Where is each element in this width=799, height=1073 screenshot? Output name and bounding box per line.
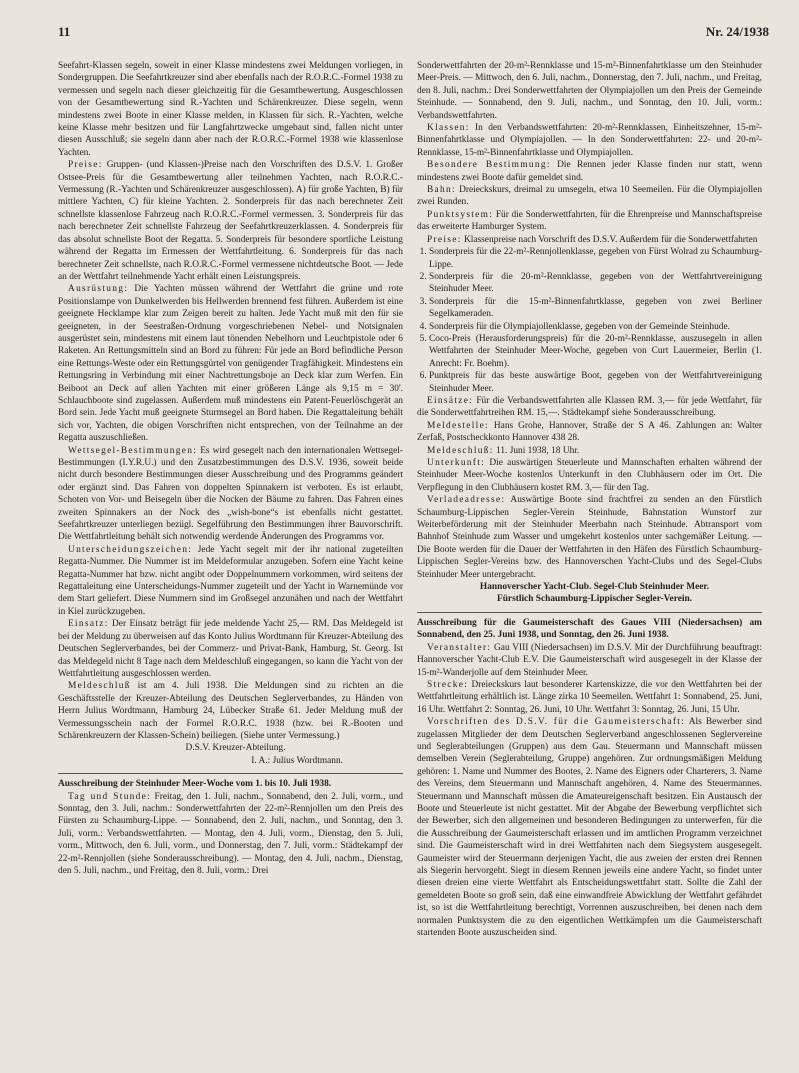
section-text: Auswärtige Boote sind frachtfrei zu senden an den Fürstlich Schaumburg-Lippischen Segler-Verein Steinhude, Bahnstation Wunstorf zur Weiterbeförderung mit der Steinhuder Meerbahn nach Steinhude. Abtransport vom Bahnhof Steinhude zum Wasser und umgekehrt kostenlos unter sachgemäßer Leitung. — Die Boote werden für die Dauer der Wettfahrten in den Häfen des Fürstlich Schaumburg-Lippischen Segler-Vereins bzw. des Hannoverschen Yacht-Clubs und des Segel-Clubs Steinhuder Meer untergebracht. (417, 495, 762, 580)
paragraph-strecke (417, 679, 762, 716)
section-text: In den Verbandswettfahrten: 20-m²-Rennklassen, Einheitszehner, 15-m²-Binnenfahrtklasse und Olympiajollen. — In den Sonderwettfahrten: 22- und 20-m²-Rennklasse, 15-m²-Binnenfahrtklasse und Olympiajollen. (417, 123, 763, 158)
section-label: Strecke: (427, 679, 469, 690)
paragraph: Sonderwettfahrten der 20-m²-Rennklasse und 15-m²-Binnenfahrtklasse um den Steinhuder Meer-Preis. — Mittwoch, den 6. Juli, nachm., Donnerstag, den 7. Juli, nachm., und Freitag, den 8. Juli, nachm.: Drei Sonderwettfahrten der Olympiajollen um den Preis der Gemeinde Steinhude. — Sonnabend, den 9. Juli, nachm., und Sonntag, den 10. Juli, vorm.: Verbandswettfahrten. (417, 61, 762, 121)
section-label: Einsätze: (427, 395, 474, 406)
list-item: 5. Coco-Preis (Herausforderungspreis) für die 20-m²-Rennklasse, auszusegeln in allen Wettfahrten der Steinhuder Meer-Woche, gegeben von Curt Lauermeier, Berlin (1. Anrecht: Fr. Boehm). (429, 333, 762, 370)
paragraph-punkt (417, 209, 762, 234)
section-label: Tag und Stunde: (68, 791, 152, 802)
section-text: Die Yachten müssen während der Wettfahrt die grüne und rote Positionslampe von Dunkelwerden bis Hellwerden brennend fest führen. Außerdem ist eine geeignete Hecklampe klar zum Zeigen bereit zu halten. Jede Yacht muß mit den für sie geeigneten, in der Seestraßen-Ordnung vorgeschriebenen Nebel- und Notsignalen ausgerüstet sein, mindestens mit einem laut tönenden Nebelhorn und Leuchtpistole oder 6 Raketen. An Rettungsmitteln sind an Bord zu führen: Für jede an Bord befindliche Person eine Rettungs-Weste oder ein Rettungsgürtel von genügender Tragfähigkeit. Mindestens ein Rettungsring in Verbindung mit einer Nachtrettungsboje an Deck klar zum Werfen. Ein Beiboot an Deck auf allen Yachten mit einer größeren Länge als 9,15 m = 30'. Schlauchboote sind zugelassen. Außerdem muß mindestens ein Patent-Feuerlöschgerät an Bord sein. Jede Yacht muß geeignete Sturmsegel an Bord haben. Die Regattaleitung behält sich vor, Yachten, die obigen Vorschriften nicht entsprechen, von der Teilnahme an der Regatta auszuschließen. (58, 284, 403, 444)
section-label: Ausrüstung: (68, 284, 129, 295)
paragraph-veranstalter (417, 642, 762, 679)
section-label: Klassen: (427, 123, 470, 134)
section-title: Ausschreibung für die Gaumeisterschaft des Gaues VIII (Niedersachsen) am Sonnabend, den 25. Juni 1938, und Sonntag, den 26. Juni 1938. (417, 617, 762, 641)
paragraph-klassen (417, 122, 762, 159)
paragraph-einsatz (58, 618, 403, 680)
paragraph-unterkunft (417, 457, 762, 494)
paragraph-meldeschluss (58, 680, 403, 742)
section-text: Der Einsatz beträgt für jede meldende Yacht 25,— RM. Das Meldegeld ist bei der Meldung zu überweisen auf das Konto Julius Wordtmann für Kreuzer-Abteilung des Deutschen Seglerverbandes, bei der Commerz- und Privat-Bank, Hamburg, St. Georg. Ist das Meldegeld nicht 8 Tage nach dem Meldeschluß eingegangen, so kann die Yacht von der Wettfahrtleitung ausgeschlossen werden. (58, 619, 403, 679)
section-text: ist am 4. Juli 1938. Die Meldungen sind zu richten an die Geschäftsstelle der Kreuzer-Abteilung des Deutschen Seglerverbandes, zu Händen von Herrn Julius Wordtmann, Hamburg 24, Lübecker Straße 61. Jeder Meldung muß der Vermessungsschein nach der Formel R.O.R.C. 1938 (bzw. bei R.-Booten und Schärenkreuzern der Klassen-Schein) beiliegen. (Siehe unter Vermessung.) (58, 681, 403, 741)
list-item: 3. Sonderpreis für die 15-m²-Binnenfahrtklasse, gegeben von zwei Berliner Segelkameraden. (429, 296, 762, 321)
section-label: Unterkunft: (427, 458, 486, 468)
list-item: 1. Sonderpreis für die 22-m²-Rennjollenklasse, gegeben von Fürst Wolrad zu Schaumburg-Lippe. (429, 246, 762, 271)
section-title: Ausschreibung der Steinhuder Meer-Woche vom 1. bis 10. Juli 1938. (58, 779, 332, 790)
section-text: Gau VIII (Niedersachsen) im D.S.V. Mit der Durchführung beauftragt: Hannoverscher Yacht-Club E.V. Die Gaumeisterschaft wird ausgesegelt in der Klasse der 15-m²-Wanderjolle auf dem Steinhuder Meer. (417, 642, 762, 678)
list-item: 6. Punktpreis für das beste auswärtige Boot, gegeben von der Wettfahrtvereinigung Steinhuder Meer. (429, 370, 762, 395)
section-label: Besondere Bestimmung: (427, 160, 551, 171)
paragraph-verlade (417, 494, 762, 581)
list-item: 4. Sonderpreis für die Olympiajollenklasse, gegeben von der Gemeinde Steinhude. (429, 321, 762, 333)
section-label: Punktsystem: (427, 209, 494, 220)
section-text: Die auswärtigen Steuerleute und Mannschaften erhalten während der Steinhuder Meer-Woche kostenlos Unterkunft in den Clubhäusern oder im Ort. Die Verpflegung in den Clubhäusern kostet RM. 3,— für den Tag. (417, 458, 763, 493)
section-text: Als Bewerber sind zugelassen Mitglieder der dem Deutschen Seglerverband angeschlossenen Seglervereine und Seglerabteilungen (Gruppen) aus dem Gau. Steuermann und Mannschaft müssen demselben Verein (Seglerabteilung, Gruppe) angehören. Zur ordnungsmäßigen Meldung gehören: 1. Name und Nummer des Bootes, 2. Name des Eigners oder Charterers, 3. Name des Vereins, dem Steuermann und Mannschaft angehören, 4. Name des Steuermannes. Steuermann und Mannschaft müssen die Amateureigenschaft besitzen. Ein Austausch der Boote und Steuerleute ist nicht gestattet. Mit der Abgabe der Bewerbung verpflichtet sich der Bewerber, sich den allgemeinen und besonderen Bedingungen zu unterwerfen, für die die Ausschreibung der Gaumeisterschaft erlassen und im amtlichen Programm verzeichnet sind. Die Gaumeisterschaft wird in drei Wettfahrten nach dem Siegsystem ausgesegelt. Gaumeister wird der Steuermann derjenigen Yacht, die aus zweien der ersten drei Rennen als Siegerin hervorgeht. Siegt in diesem Rennen jeweils eine andere Yacht, so findet unter diesen dreien eine vierte Wettfahrt als Entscheidungswettfahrt statt. Sollte die Zahl der gemeldeten Boote so groß sein, daß eine einwandfreie Abwicklung der Wettfahrt gefährdet ist, so ist die Wettfahrtleitung berechtigt, Vorrennen auszuschreiben, bei denen nach dem normalen Punktsystem die zu den eigentlichen Wettkämpfen um die Gaumeisterschaft startenden Boote auszuscheiden sind. (417, 717, 762, 939)
section-label: Verladeadresse: (427, 495, 506, 506)
paragraph: Seefahrt-Klassen segeln, soweit in einer Klasse mindestens zwei Meldungen vorliegen, in Sondergruppen. Die Seefahrtkreuzer sind aber ebenfalls nach der R.O.R.C.-Formel 1938 zu vermessen und segeln nach dieser gleichzeitig für die Gesamtbewertung. Ausgeschlossen von der Gesamtbewertung sind R.-Yachten und Schärenkreuzer. Diese segeln, wenn mindestens zwei Boote in einer Klasse melden, in Klassen für sich. R.-Yachten, welche keine Klasse mehr besitzen und für Langfahrtzwecke umgebaut sind, fallen nicht unter diesen Ausschluß; sie segeln dann aber nach der R.O.R.C.-Formel 1938 wie klassenlose Yachten. (58, 61, 403, 158)
paragraph-bahn (417, 184, 762, 209)
section-label: Unterscheidungszeichen: (68, 544, 193, 555)
section-label: Meldeschluß: (427, 445, 494, 456)
signature-org: D.S.V. Kreuzer-Abteilung. (185, 743, 286, 754)
left-column (58, 60, 403, 939)
section-text: Gruppen- (und Klassen-)Preise nach den Vorschriften des D.S.V. 1. Großer Ostsee-Preis für die Gesamtbewertung aller teilnehmen Yachten, nach R.O.R.C.-Vermessung (R.-Yachten und Schärenkreuzer ausgeschlossen). A) für große Yachten, B) für mittlere Yachten, C) für kleine Yachten. 2. Sonderpreis für das nach berechneter Zeit schnellste klassenlose Fahrzeug nach R.O.R.C.-Formel vermessen. 3. Sonderpreis für das nach berechneter Zeit schnellste Fahrzeug der Seefahrtkreuzerklassen. 4. Sonderpreis für das absolut schnellste Boot der Regatta. 5. Sonderpreis für besondere sportliche Leistung während der Regatta im Ermessen der Wettfahrtleitung. 6. Sonderpreis für das nach berechneter Zeit schnellste, nach R.O.R.C.-Formel vermessene nichtdeutsche Boot. — Jede an der Wettfahrt teilnehmende Yacht erhält einen Leistungspreis. (58, 160, 403, 282)
section-label: Meldestelle: (427, 420, 489, 431)
right-column (417, 60, 762, 939)
page-number: 11 (58, 24, 71, 39)
section-text: Für die Verbandswettfahrten alle Klassen RM. 3,— für jede Wettfahrt, für die Sonderwettfahrtreihen RM. 15,—. Städtekampf siehe Sonderausschreibung. (417, 395, 763, 419)
divider (58, 773, 403, 774)
section-text: 11. Juni 1938, 18 Uhr. (495, 445, 580, 456)
columns (58, 60, 769, 939)
prize-list (417, 246, 762, 395)
issue-number: Nr. 24/1938 (705, 24, 769, 39)
paragraph-preise (417, 234, 762, 246)
section-label: Bahn: (427, 185, 456, 196)
paragraph-preise (58, 159, 403, 283)
paragraph-unterscheidung (58, 544, 403, 618)
section-label: Preise: (68, 160, 103, 171)
section-text: Dreieckskurs, dreimal zu umsegeln, etwa 10 Seemeilen. Für die Olympiajollen zwei Runden. (417, 185, 763, 208)
paragraph-meldeschluss (417, 445, 762, 457)
paragraph-ausruestung (58, 283, 403, 444)
section-label: Vorschriften des D.S.V. für die Gaumeisterschaft: (427, 717, 686, 728)
section-label: Einsatz: (68, 619, 109, 630)
list-item: 2. Sonderpreis für die 20-m²-Rennklasse, gegeben von der Wettfahrtvereinigung Steinhuder Meer. (429, 271, 762, 296)
section-label: Preise: (427, 234, 462, 245)
section-text: Klassenpreise nach Vorschrift des D.S.V. Außerdem für die Sonderwettfahrten (463, 234, 758, 245)
paragraph-einsaetze (417, 395, 762, 420)
section-label: Veranstalter: (427, 642, 492, 653)
section-text: Dreieckskurs laut besonderer Kartenskizze, die vor den Wettfahrten bei der Wettfahrtleitung erhältlich ist. Länge zirka 10 Seemeilen. Wettfahrt 1: Sonnabend, 25. Juni, 16 Uhr. Wettfahrt 2: Sonntag, 26. Juni, 10 Uhr. Wettfahrt 3: Sonntag, 26. Juni, 15 Uhr. (417, 679, 762, 715)
page-header (58, 24, 769, 46)
paragraph-besondere (417, 159, 762, 184)
signature-name: I. A.: Julius Wordtmann. (251, 755, 343, 766)
club-signature: Fürstlich Schaumburg-Lippischer Segler-Verein. (496, 594, 693, 605)
section-text: Jede Yacht segelt mit der ihr national zugeteilten Regatta-Nummer. Die Nummer ist im Meldeformular anzugeben. Sofern eine Yacht keine Regatta-Nummer hat bzw. nicht angibt oder Doppelnummern vorkommen, wird seitens der Regattaleitung eine Unterscheidungs-Nummer zugeteilt und der Yacht in Warnemünde vor dem Start geliefert. Diese Nummern sind im Großsegel anzunähen und nach der Wettfahrt in Kiel zurückzugeben. (58, 544, 404, 617)
section-text: Freitag, den 1. Juli, nachm., Sonnabend, den 2. Juli, vorm., und Sonntag, den 3. Juli, nachm.: Sonderwettfahrten der 22-m²-Rennjollen um den Preis des Fürsten zu Schaumburg-Lippe. — Sonnabend, den 2. Juli, nachm., und Sonntag, den 3. Juli, vorm.: Verbandswettfahrten. — Montag, den 4. Juli, vorm., Dienstag, den 5. Juli, vorm., Mittwoch, den 6. Juli, vorm., und Donnerstag, den 7. Juli, vorm.: Städtekampf der 22-m²-Rennjollen (siehe Sonderausschreibung). — Montag, den 4. Juli, nachm., Dienstag, den 5. Juli, nachm., und Freitag, den 8. Juli, vorm.: Drei (58, 791, 403, 876)
club-signature: Hannoverscher Yacht-Club. Segel-Club Steinhuder Meer. (479, 582, 710, 593)
section-text: Es wird gesegelt nach den internationalen Wettsegel-Bestimmungen (I.Y.R.U.) und den Zusatzbestimmungen des D.S.V. 1936, soweit beide nicht durch besondere Bestimmungen dieser Ausschreibung und des Programms geändert oder ergänzt sind. Das Fahren von doppelten Spinnakern ist verboten. Es ist erlaubt, Schoten von Vor- und Beisegeln über die Nocken der Bäume zu fahren. Das Fahren eines zweiten Spinnakers an der Nock des „wish-bone“s ist ebenfalls nicht gestattet. Seefahrtkreuzer unterliegen bezügl. Segelführung den Bestimmungen ihrer Bauvorschrift. Die Wettfahrtleitung behält sich notwendig werdende Änderungen des Programms vor. (58, 445, 404, 543)
paragraph-vorschriften (417, 716, 762, 939)
section-text: Die Rennen jeder Klasse finden nur statt, wenn mindestens zwei Boote dafür gemeldet sind. (417, 160, 763, 183)
paragraph-wettsegel (58, 445, 403, 544)
section-text: Hans Grohe, Hannover, Straße der S A 46. Zahlungen an: Walter Zerfaß, Postscheckkonto Hannover 438 28. (417, 420, 763, 444)
divider (417, 612, 762, 613)
paragraph-meldestelle (417, 420, 762, 445)
section-text: Für die Sonderwettfahrten, für die Ehrenpreise und Mannschaftspreise das erweiterte Hamburger System. (417, 209, 763, 233)
section-label: Meldeschluß (68, 681, 131, 692)
paragraph-tag (58, 791, 403, 878)
section-label: Wettsegel-Bestimmungen: (68, 445, 198, 456)
